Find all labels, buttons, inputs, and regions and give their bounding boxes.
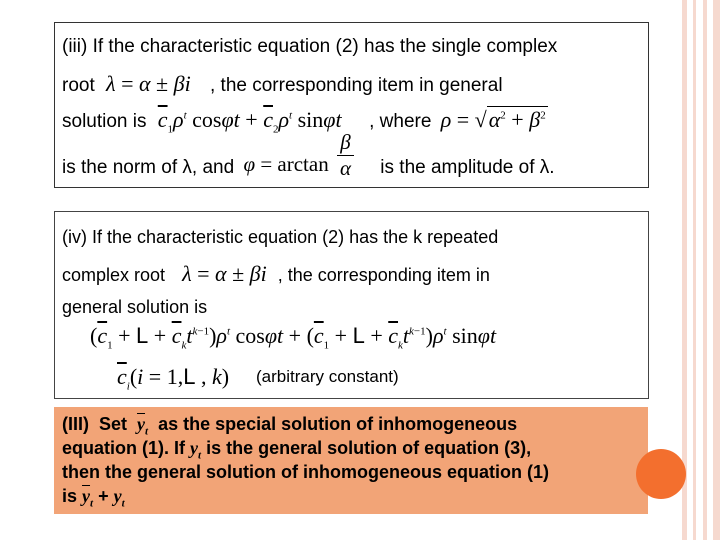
decorative-orange-circle	[636, 449, 686, 499]
arbitrary-constant-label: (arbitrary constant)	[256, 367, 399, 386]
section-iv-line1: (iv) If the characteristic equation (2) has the k repeated	[62, 227, 499, 247]
section-iii-line2: root λ = α ± βi , the corresponding item in general	[62, 71, 503, 96]
section-III-line3: then the general solution of inhomogeneous equation (1)	[62, 462, 550, 482]
section-iv-formula-ci: $\overline{c}_i(i = 1,L$ , k)	[117, 364, 230, 393]
section-III-line2: equation (1). If $y_t$ is the general solution of equation (3),	[62, 438, 532, 462]
section-iv-formula-main: $(\overline{c}_1 + L + \overline{c}_kt^{k-1})\rho^t$ $\cos\varphi t + (\overline{c}_1 + L + \overline{c}_kt^{k-1})\rho^t$ sinφt	[90, 323, 497, 352]
section-iii-line3: solution is $\overline{c}_1\rho^t$ $\cos\varphi t + \overline{c}_2\rho^t$ sinφt , where $\rho = √\alpha^2 + \beta^2$	[62, 107, 546, 136]
section-iii-line4: is the norm of λ, and φ = arctan $\frac{\beta}{\alpha}$ is the amplitude of λ.	[62, 130, 555, 180]
line2-post: , the corresponding item in general	[209, 75, 503, 96]
section-III-line4: is $\overline{y}_t + y_t$	[62, 486, 125, 510]
decorative-rail-3	[703, 0, 707, 540]
section-iv-line2: complex root λ = α ± βi , the corresponding item in	[62, 261, 490, 286]
root-label: root	[62, 75, 95, 96]
section-III-line1: (III) Set $\overline{y}_t$ as the special solution of inhomogeneous	[62, 414, 518, 438]
section-iv-line3: general solution is	[62, 297, 208, 317]
decorative-rail-4	[713, 0, 720, 540]
decorative-rail-1	[682, 0, 687, 540]
decorative-rail-2	[693, 0, 696, 540]
section-iii-line1: (iii) If the characteristic equation (2) has the single complex	[62, 36, 558, 57]
